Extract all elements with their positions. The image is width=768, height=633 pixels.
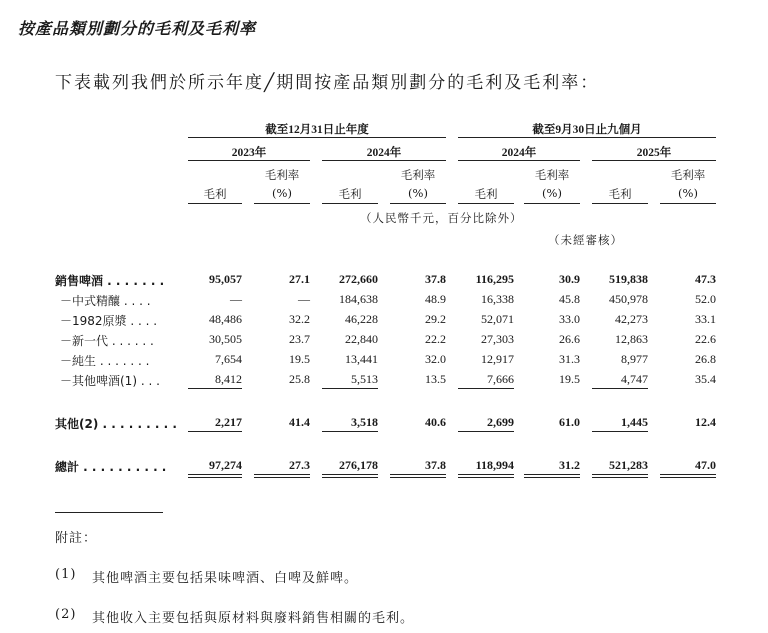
column-header-pct: (%) <box>408 186 428 200</box>
gross-profit-cell: 52,071 <box>481 312 514 326</box>
double-underline <box>592 474 648 478</box>
row-label: 總計 . . . . . . . . . . <box>55 460 167 474</box>
divider <box>322 431 378 432</box>
year-header: 2025年 <box>636 147 672 159</box>
column-header-pct: (%) <box>272 186 292 200</box>
margin-cell: 23.7 <box>289 332 310 346</box>
gross-profit-cell: 450,978 <box>609 292 648 306</box>
section-heading: 按產品類別劃分的毛利及毛利率 <box>18 19 257 38</box>
note-text: 其他收入主要包括與原材料與廢料銷售相關的毛利。 <box>92 611 415 626</box>
gross-profit-cell: 116,295 <box>475 272 514 286</box>
row-label: －其他啤酒(1) . . . <box>60 374 160 388</box>
gross-profit-cell: 97,274 <box>209 458 242 472</box>
divider <box>188 160 310 161</box>
double-underline <box>390 474 446 478</box>
divider <box>592 388 648 389</box>
gross-profit-cell: 13,441 <box>345 352 378 366</box>
notes-title: 附註： <box>55 531 98 546</box>
divider <box>188 431 242 432</box>
gross-profit-cell: 184,638 <box>339 292 378 306</box>
notes-separator <box>55 512 163 513</box>
row-label: －中式精釀 . . . . <box>60 294 151 308</box>
margin-cell: 32.2 <box>289 312 310 326</box>
gross-profit-cell: 521,283 <box>609 458 648 472</box>
double-underline <box>188 474 242 478</box>
gross-profit-cell: 42,273 <box>615 312 648 326</box>
column-header-margin: 毛利率 <box>534 168 570 182</box>
margin-cell: 41.4 <box>289 415 310 429</box>
gross-profit-cell: 12,917 <box>481 352 514 366</box>
margin-cell: 33.1 <box>695 312 716 326</box>
margin-cell: 26.8 <box>695 352 716 366</box>
margin-cell: 22.6 <box>695 332 716 346</box>
row-label: －新一代 . . . . . . <box>60 334 154 348</box>
margin-cell: 61.0 <box>559 415 580 429</box>
margin-cell: 37.8 <box>425 458 446 472</box>
column-header-profit: 毛利 <box>203 187 227 201</box>
gross-profit-cell: 7,666 <box>487 372 514 386</box>
margin-cell: 31.3 <box>559 352 580 366</box>
year-header: 2023年 <box>231 147 267 159</box>
margin-cell: 19.5 <box>289 352 310 366</box>
gross-profit-cell: 519,838 <box>609 272 648 286</box>
margin-cell: 13.5 <box>425 372 446 386</box>
divider <box>188 137 446 138</box>
gross-profit-cell: 2,699 <box>487 415 514 429</box>
gross-profit-cell: 95,057 <box>209 272 242 286</box>
gross-profit-cell: 48,486 <box>209 312 242 326</box>
gross-profit-cell: 276,178 <box>339 458 378 472</box>
column-header-profit: 毛利 <box>474 187 498 201</box>
gross-profit-cell: 118,994 <box>475 458 514 472</box>
group-header-full-year: 截至12月31日止年度 <box>265 124 369 136</box>
divider <box>322 160 446 161</box>
column-header-margin: 毛利率 <box>264 168 300 182</box>
gross-profit-cell: 16,338 <box>481 292 514 306</box>
row-label: 其他(2) . . . . . . . . . <box>55 417 177 431</box>
margin-cell: 48.9 <box>425 292 446 306</box>
row-label: －純生 . . . . . . . <box>60 354 150 368</box>
divider <box>592 431 648 432</box>
gross-profit-cell: 2,217 <box>215 415 242 429</box>
divider <box>458 388 514 389</box>
column-header-margin: 毛利率 <box>670 168 706 182</box>
margin-cell: 25.8 <box>289 372 310 386</box>
gross-profit-cell: 27,303 <box>481 332 514 346</box>
margin-cell: 47.3 <box>695 272 716 286</box>
margin-cell: 40.6 <box>425 415 446 429</box>
row-label: 銷售啤酒 . . . . . . . <box>55 274 165 288</box>
gross-profit-cell: 5,513 <box>351 372 378 386</box>
column-header-margin: 毛利率 <box>400 168 436 182</box>
gross-profit-cell: 30,505 <box>209 332 242 346</box>
gross-profit-cell: 12,863 <box>615 332 648 346</box>
divider <box>458 203 514 204</box>
margin-cell: 30.9 <box>559 272 580 286</box>
divider <box>188 203 242 204</box>
group-header-nine-months: 截至9月30日止九個月 <box>532 124 642 136</box>
margin-cell: 31.2 <box>559 458 580 472</box>
margin-cell: 26.6 <box>559 332 580 346</box>
column-header-profit: 毛利 <box>338 187 362 201</box>
column-header-pct: (%) <box>678 186 698 200</box>
margin-cell: 27.3 <box>289 458 310 472</box>
intro-paragraph: 下表載列我們於所示年度╱期間按產品類別劃分的毛利及毛利率： <box>55 73 600 93</box>
note-number: (1) <box>55 567 77 582</box>
divider <box>458 431 514 432</box>
margin-cell: 32.0 <box>425 352 446 366</box>
double-underline <box>322 474 378 478</box>
note-number: (2) <box>55 607 77 622</box>
margin-cell: 45.8 <box>559 292 580 306</box>
divider <box>592 203 648 204</box>
divider <box>458 137 716 138</box>
gross-profit-cell: 4,747 <box>621 372 648 386</box>
year-header: 2024年 <box>366 147 402 159</box>
gross-profit-cell: 3,518 <box>351 415 378 429</box>
gross-profit-cell: — <box>230 292 242 306</box>
gross-profit-cell: 46,228 <box>345 312 378 326</box>
margin-cell: — <box>298 292 310 306</box>
row-label: －1982原漿 . . . . <box>60 314 158 328</box>
divider <box>524 203 580 204</box>
gross-profit-cell: 22,840 <box>345 332 378 346</box>
divider <box>188 388 242 389</box>
column-header-profit: 毛利 <box>608 187 632 201</box>
divider <box>458 160 580 161</box>
gross-profit-cell: 8,977 <box>621 352 648 366</box>
divider <box>660 203 716 204</box>
gross-profit-cell: 1,445 <box>621 415 648 429</box>
divider <box>592 160 716 161</box>
unit-note: （人民幣千元，百分比除外） <box>360 211 523 225</box>
double-underline <box>254 474 310 478</box>
margin-cell: 19.5 <box>559 372 580 386</box>
double-underline <box>524 474 580 478</box>
margin-cell: 27.1 <box>289 272 310 286</box>
divider <box>322 388 378 389</box>
gross-profit-cell: 8,412 <box>215 372 242 386</box>
margin-cell: 33.0 <box>559 312 580 326</box>
divider <box>254 203 310 204</box>
margin-cell: 52.0 <box>695 292 716 306</box>
double-underline <box>660 474 716 478</box>
gross-profit-cell: 272,660 <box>339 272 378 286</box>
margin-cell: 35.4 <box>695 372 716 386</box>
double-underline <box>458 474 514 478</box>
column-header-pct: (%) <box>542 186 562 200</box>
margin-cell: 22.2 <box>425 332 446 346</box>
gross-profit-cell: 7,654 <box>215 352 242 366</box>
divider <box>322 203 378 204</box>
note-text: 其他啤酒主要包括果味啤酒、白啤及鮮啤。 <box>92 571 359 586</box>
year-header: 2024年 <box>501 147 537 159</box>
margin-cell: 37.8 <box>425 272 446 286</box>
divider <box>390 203 446 204</box>
margin-cell: 29.2 <box>425 312 446 326</box>
unaudited-note: （未經審核） <box>548 233 623 247</box>
margin-cell: 12.4 <box>695 415 716 429</box>
margin-cell: 47.0 <box>695 458 716 472</box>
